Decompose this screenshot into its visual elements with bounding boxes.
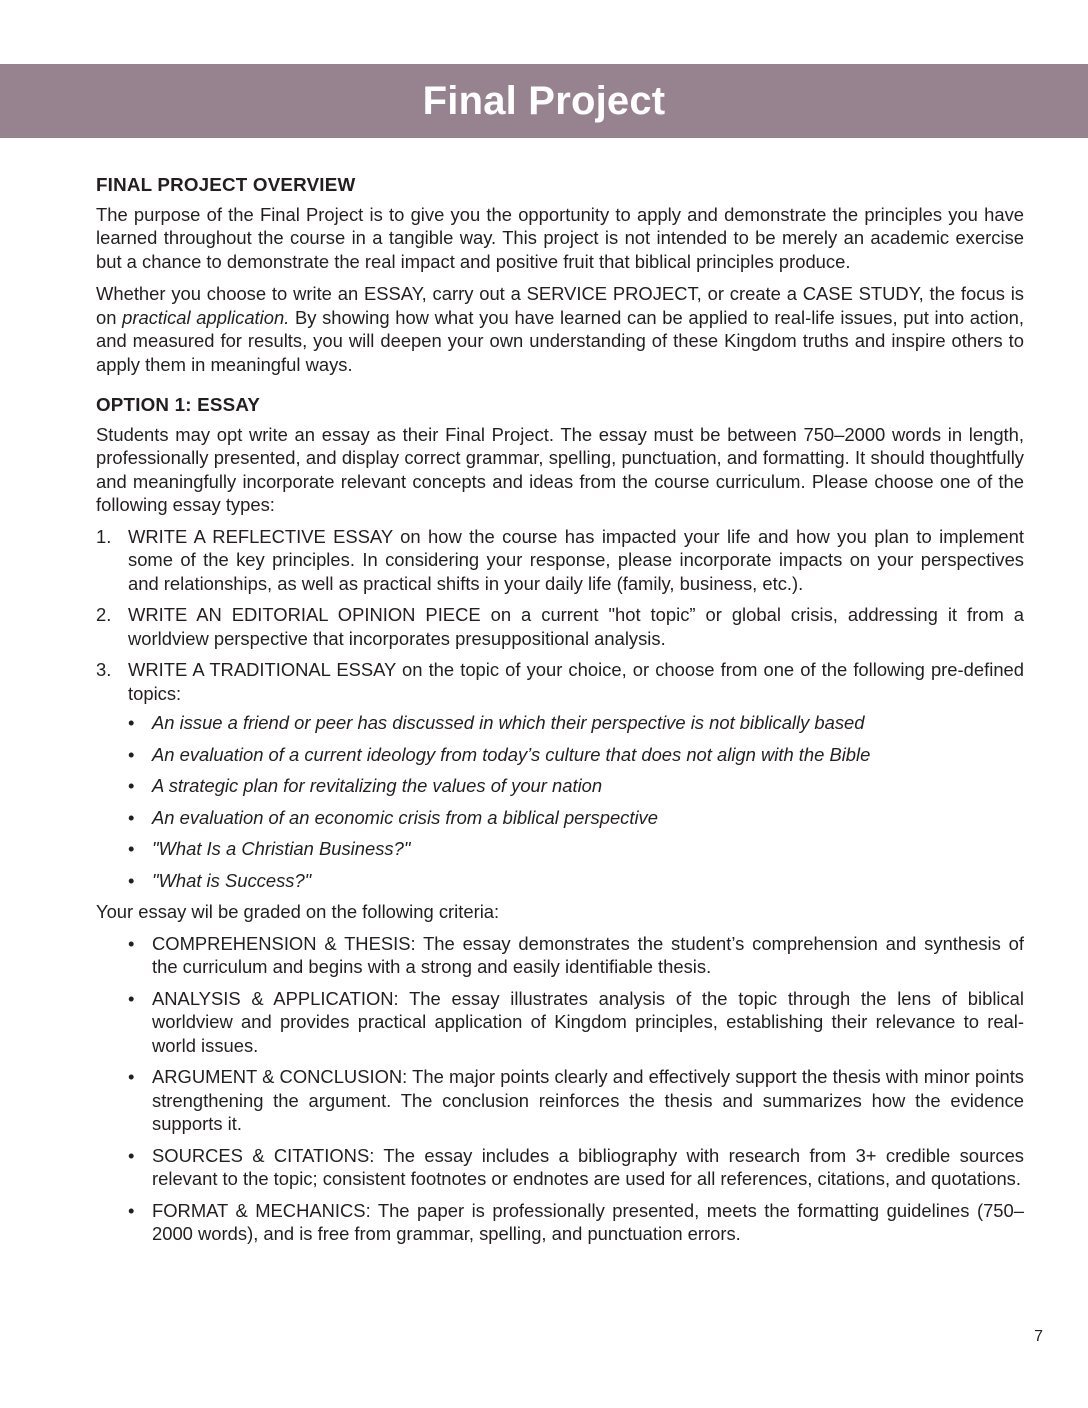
overview-heading: FINAL PROJECT OVERVIEW [96,174,356,195]
bullet-icon: • [128,838,135,859]
list-number: 1. [96,525,112,547]
overview-p2-emphasis: practical application. [122,306,290,328]
bullet-icon: • [128,775,135,796]
criteria-item [128,932,1024,979]
topic-list [128,711,1024,892]
list-number: 2. [96,604,112,625]
criteria-text: COMPREHENSION & THESIS: The essay demonstrates the student’s comprehension and synthesis of the curriculum and begins with a strong and easily identifiable thesis. [152,932,1024,977]
topic-item [128,869,1024,893]
criteria-item [128,1144,1024,1191]
bullet-icon: • [128,806,135,828]
criteria-text: ARGUMENT & CONCLUSION: The major points clearly and effectively support the thesis with minor points strengthening the argument. The conclusion reinforces the thesis and summarizes how the evidence supports it. [152,1066,1024,1134]
essay-type-item [96,603,1024,650]
topic-item [128,743,1024,767]
criteria-item [128,1065,1024,1136]
criteria-item [128,1199,1024,1246]
bullet-icon: • [128,743,135,765]
topic-text: An evaluation of a current ideology from today’s culture that does not align with the Bible [152,743,871,765]
essay-type-item [96,658,1024,892]
criteria-heading: Your essay wil be graded on the following criteria: [96,901,500,922]
bullet-icon: • [128,712,135,733]
bullet-icon: • [128,987,135,1009]
bullet-icon: • [128,1199,135,1221]
essay-type-list [96,525,1024,893]
overview-paragraph-2 [96,282,1024,376]
overview-p2-end: By showing how what you have learned can be applied to real-life issues, put into action, and measured for results, you will deepen your own understanding of these Kingdom truths and inspire others to apply them in meaningful ways. [96,306,1024,375]
bullet-icon: • [128,869,135,891]
topic-item [128,837,1024,861]
topic-item [128,711,1024,735]
title-banner [0,64,1088,138]
essay-type-item [96,525,1024,596]
topic-text: A strategic plan for revitalizing the values of your nation [152,775,603,796]
bullet-icon: • [128,1066,135,1087]
option1-heading: OPTION 1: ESSAY [96,394,261,415]
overview-paragraph-1: The purpose of the Final Project is to give you the opportunity to apply and demonstrate the principles you have learned throughout the course in a tangible way. This project is not intended to be merely an academic exercise but a chance to demonstrate the real impact and positive fruit that biblical principles produce. [96,203,1024,272]
page-content [96,173,1024,1254]
criteria-text: ANALYSIS & APPLICATION: The essay illustrates analysis of the topic through the lens of biblical worldview and provides practical application of Kingdom principles, establishing their relevance to real-world issues. [152,987,1024,1056]
topic-text: "What Is a Christian Business?" [152,838,411,859]
essay-type-text: WRITE AN EDITORIAL OPINION PIECE on a current "hot topic” or global crisis, addressing it from a worldview perspective that incorporates presuppositional analysis. [128,604,1024,649]
bullet-icon: • [128,932,135,954]
topic-item [128,774,1024,798]
criteria-item [128,987,1024,1058]
essay-type-text: WRITE A REFLECTIVE ESSAY on how the course has impacted your life and how you plan to implement some of the key principles. In considering your response, please incorporate impacts on your perspectives and relationships, as well as practical shifts in your daily life (family, business, etc.). [128,525,1024,594]
option1-intro: Students may opt write an essay as their Final Project. The essay must be between 750–2000 words in length, professionally presented, and display correct grammar, spelling, punctuation, and formatting. It should thoughtfully and meaningfully incorporate relevant concepts and ideas from the course curriculum. Please choose one of the following essay types: [96,423,1024,515]
list-number: 3. [96,659,112,680]
topic-text: An evaluation of an economic crisis from a biblical perspective [152,806,658,828]
criteria-list [96,932,1024,1246]
essay-type-text: WRITE A TRADITIONAL ESSAY on the topic of your choice, or choose from one of the following pre-defined topics: [128,659,1024,704]
overview-p2-start: Whether you choose to write an ESSAY, carry out a SERVICE PROJECT, or create a CASE STUDY, the focus is on [96,283,1024,328]
criteria-text: SOURCES & CITATIONS: The essay includes a bibliography with research from 3+ credible sources relevant to the topic; consistent footnotes or endnotes are used for all references, citations, and quotations. [152,1144,1024,1189]
topic-item [128,806,1024,830]
page-title: Final Project [422,78,666,123]
criteria-text: FORMAT & MECHANICS: The paper is professionally presented, meets the formatting guidelines (750–2000 words), and is free from grammar, spelling, and punctuation errors. [152,1199,1024,1244]
page-number: 7 [1034,1328,1043,1345]
topic-text: An issue a friend or peer has discussed in which their perspective is not biblically based [152,712,865,733]
bullet-icon: • [128,1144,135,1166]
topic-text: "What is Success?" [152,869,312,891]
